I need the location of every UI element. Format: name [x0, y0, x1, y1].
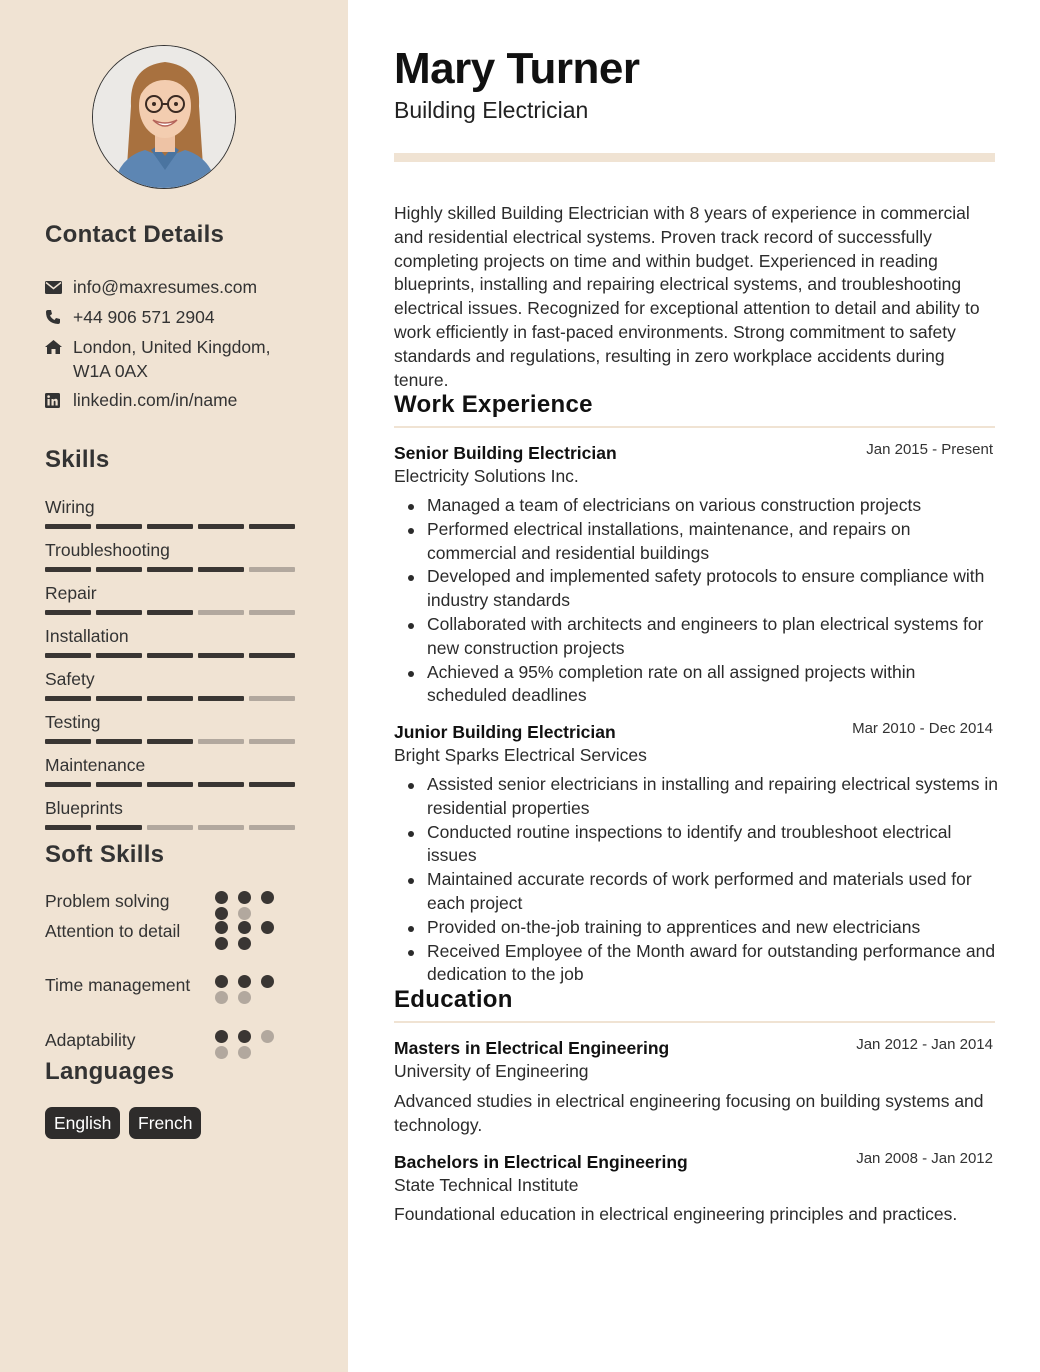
soft-skill-dot: [238, 937, 251, 950]
soft-skill-dot: [215, 937, 228, 950]
soft-skill-dot: [261, 891, 274, 904]
language-badge-english: English: [45, 1107, 120, 1139]
avatar-illustration: [93, 46, 236, 189]
degree-dates: Jan 2008 - Jan 2012: [856, 1150, 993, 1167]
soft-skill-dot: [238, 1030, 251, 1043]
skill-item: [45, 753, 305, 787]
soft-skill-dot: [238, 991, 251, 1004]
skill-level-segment: [198, 782, 244, 787]
job-dates: Jan 2015 - Present: [866, 441, 993, 458]
profile-photo: [92, 45, 236, 189]
list-item: Conducted routine inspections to identify and troubleshoot electrical issues: [394, 821, 998, 869]
skill-level-segment: [45, 610, 91, 615]
soft-skill-dot: [215, 1030, 228, 1043]
soft-skill-dot: [238, 975, 251, 988]
soft-skill-name: Adaptability: [45, 1030, 136, 1050]
skills-heading: Skills: [45, 446, 110, 473]
skill-level-meter: [45, 739, 305, 744]
job-bullets: [394, 773, 998, 987]
skill-level-segment: [96, 696, 142, 701]
job-title: Senior Building Electrician: [394, 443, 617, 463]
envelope-icon: [45, 275, 73, 299]
soft-skill-dot: [261, 1030, 274, 1043]
soft-skill-dot: [215, 1046, 228, 1059]
skill-level-segment: [147, 653, 193, 658]
phone-icon: [45, 305, 73, 329]
soft-skill-dot: [261, 975, 274, 988]
skill-name: Troubleshooting: [45, 540, 170, 560]
list-item: Received Employee of the Month award for outstanding performance and dedication to the job: [394, 940, 998, 988]
job-bullets: [394, 494, 998, 708]
skill-level-segment: [249, 653, 295, 658]
skill-level-segment: [96, 567, 142, 572]
skill-item: [45, 796, 305, 830]
soft-skill-dot: [238, 921, 251, 934]
skill-level-segment: [249, 739, 295, 744]
contact-address: [45, 335, 303, 383]
skill-level-segment: [147, 524, 193, 529]
soft-skill-name: Attention to detail: [45, 921, 181, 941]
soft-skill-dot: [261, 921, 274, 934]
skill-level-segment: [45, 653, 91, 658]
soft-skill-name: Problem solving: [45, 891, 170, 911]
linkedin-icon: [45, 388, 73, 412]
skill-level-segment: [147, 696, 193, 701]
list-item: Achieved a 95% completion rate on all assigned projects within scheduled deadlines: [394, 661, 998, 709]
skill-level-segment: [45, 825, 91, 830]
degree-description: Advanced studies in electrical engineering focusing on building systems and technology.: [394, 1091, 984, 1135]
main-content: [348, 0, 1040, 1372]
header-divider: [394, 153, 995, 162]
candidate-name: Mary Turner: [394, 44, 640, 93]
skill-name: Wiring: [45, 497, 95, 517]
degree-title: Masters in Electrical Engineering: [394, 1038, 670, 1058]
soft-skill-level-dots: [215, 919, 290, 950]
list-item: Collaborated with architects and engineers to plan electrical systems for new construction projects: [394, 613, 998, 661]
skill-level-meter: [45, 825, 305, 830]
soft-skill-dot: [215, 921, 228, 934]
skill-level-segment: [96, 524, 142, 529]
skill-level-segment: [249, 782, 295, 787]
degree-school: State Technical Institute: [394, 1175, 579, 1195]
soft-skill-level-dots: [215, 889, 290, 920]
soft-skill-dot: [215, 891, 228, 904]
skill-level-segment: [96, 610, 142, 615]
soft-skill-item: [45, 889, 305, 913]
list-item: Provided on-the-job training to apprentices and new electricians: [394, 916, 998, 940]
soft-skill-item: [45, 973, 305, 997]
list-item: Performed electrical installations, maintenance, and repairs on commercial and residential buildings: [394, 518, 998, 566]
soft-skill-level-dots: [215, 973, 290, 1004]
skill-level-segment: [198, 524, 244, 529]
skill-name: Blueprints: [45, 798, 123, 818]
skill-name: Safety: [45, 669, 95, 689]
degree-dates: Jan 2012 - Jan 2014: [856, 1036, 993, 1053]
contact-phone[interactable]: [45, 305, 303, 329]
skill-level-segment: [198, 739, 244, 744]
contact-email-text: info@maxresumes.com: [73, 277, 258, 297]
list-item: Managed a team of electricians on various construction projects: [394, 494, 998, 518]
contact-address-text: London, United Kingdom, W1A 0AX: [73, 337, 271, 381]
contact-email[interactable]: [45, 275, 303, 299]
education-heading: Education: [394, 986, 513, 1013]
skill-level-segment: [45, 524, 91, 529]
list-item: Maintained accurate records of work performed and materials used for each project: [394, 868, 998, 916]
soft-skill-dot: [238, 1046, 251, 1059]
skill-level-segment: [249, 825, 295, 830]
skill-name: Maintenance: [45, 755, 146, 775]
languages-heading: Languages: [45, 1058, 175, 1085]
skill-level-segment: [147, 825, 193, 830]
degree-description: Foundational education in electrical engineering principles and practices.: [394, 1204, 958, 1224]
skill-level-segment: [147, 739, 193, 744]
skill-level-segment: [45, 696, 91, 701]
candidate-title: Building Electrician: [394, 97, 589, 123]
skill-level-segment: [45, 739, 91, 744]
skill-level-segment: [249, 524, 295, 529]
soft-skill-dot: [238, 891, 251, 904]
skill-level-segment: [96, 782, 142, 787]
job-dates: Mar 2010 - Dec 2014: [852, 720, 993, 737]
soft-skill-name: Time management: [45, 975, 191, 995]
skill-item: [45, 495, 305, 529]
skill-level-meter: [45, 610, 305, 615]
contact-phone-text: +44 906 571 2904: [73, 307, 215, 327]
skill-item: [45, 667, 305, 701]
skill-item: [45, 538, 305, 572]
skill-level-segment: [96, 825, 142, 830]
skill-level-segment: [45, 782, 91, 787]
skill-name: Installation: [45, 626, 129, 646]
job-title: Junior Building Electrician: [394, 722, 616, 742]
skill-level-segment: [45, 567, 91, 572]
skill-level-segment: [249, 696, 295, 701]
skill-level-segment: [198, 567, 244, 572]
skill-level-meter: [45, 567, 305, 572]
skill-level-segment: [198, 696, 244, 701]
skill-level-segment: [198, 610, 244, 615]
skill-level-segment: [198, 825, 244, 830]
skill-item: [45, 581, 305, 615]
work-experience-heading: Work Experience: [394, 391, 593, 418]
skill-level-segment: [147, 782, 193, 787]
degree-title: Bachelors in Electrical Engineering: [394, 1152, 688, 1172]
education-divider: [394, 1021, 995, 1023]
skill-level-segment: [249, 567, 295, 572]
contact-heading: Contact Details: [45, 221, 225, 248]
skill-level-segment: [96, 739, 142, 744]
sidebar: [0, 0, 348, 1372]
list-item: Developed and implemented safety protocols to ensure compliance with industry standards: [394, 565, 998, 613]
soft-skill-dot: [215, 991, 228, 1004]
skill-name: Testing: [45, 712, 101, 732]
skill-level-segment: [147, 567, 193, 572]
skill-name: Repair: [45, 583, 97, 603]
skill-level-meter: [45, 524, 305, 529]
skill-level-segment: [198, 653, 244, 658]
home-icon: [45, 335, 73, 359]
job-company: Bright Sparks Electrical Services: [394, 745, 647, 765]
skill-level-meter: [45, 782, 305, 787]
skill-level-segment: [249, 610, 295, 615]
soft-skills-heading: Soft Skills: [45, 841, 165, 868]
degree-school: University of Engineering: [394, 1061, 589, 1081]
soft-skill-item: [45, 919, 305, 943]
list-item: Assisted senior electricians in installing and repairing electrical systems in residential properties: [394, 773, 998, 821]
profile-summary: Highly skilled Building Electrician with 8 years of experience in commercial and residential electrical systems. Proven track record of successfully completing projects on time and within budget. Experienced in reading blueprints, installing and repairing electrical systems, and troubleshooting electrical issues. Recognized for exceptional attention to detail and ability to work efficiently in fast-paced environments. Strong commitment to safety standards and regulations, resulting in zero workplace accidents during tenure.: [394, 203, 980, 390]
skill-level-segment: [147, 610, 193, 615]
soft-skill-dot: [215, 975, 228, 988]
contact-linkedin-text: linkedin.com/in/name: [73, 390, 238, 410]
language-badge-french: French: [129, 1107, 201, 1139]
skill-level-meter: [45, 653, 305, 658]
job-company: Electricity Solutions Inc.: [394, 466, 579, 486]
contact-linkedin[interactable]: [45, 388, 303, 412]
soft-skill-item: [45, 1028, 305, 1052]
skill-level-segment: [96, 653, 142, 658]
soft-skill-level-dots: [215, 1028, 290, 1059]
skill-level-meter: [45, 696, 305, 701]
skill-item: [45, 710, 305, 744]
work-experience-divider: [394, 426, 995, 428]
skill-item: [45, 624, 305, 658]
